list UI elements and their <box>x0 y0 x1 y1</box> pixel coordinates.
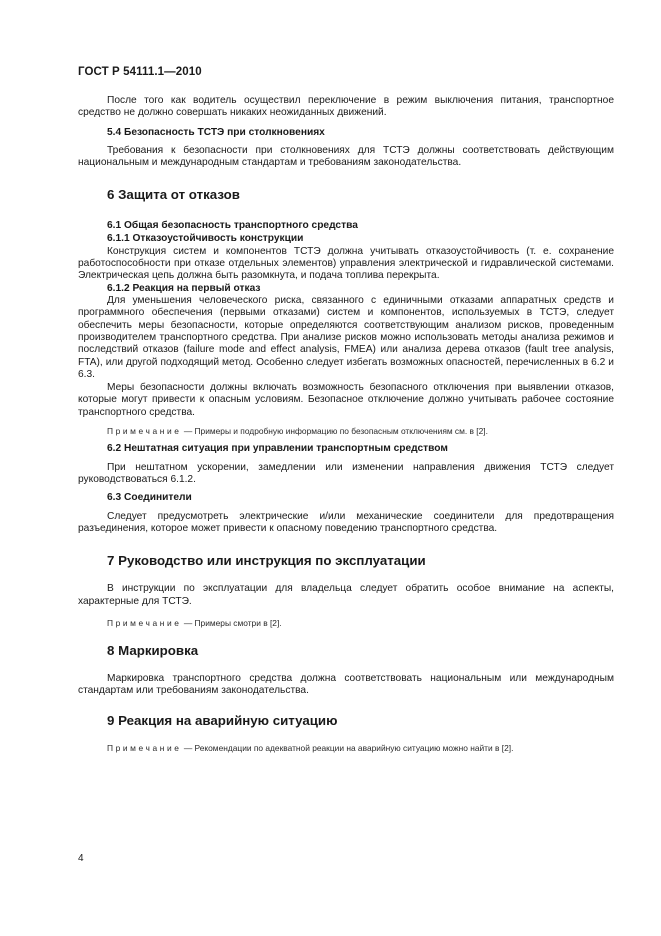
document-body <box>78 95 614 754</box>
section-6-1-2-paragraph-2: Меры безопасности должны включать возможность безопасного отключения при выявлении отказов, которые могут привести к опасным условиям. Безопасное отключение должно учитывать рабочее состояние транспортного средства. <box>78 382 614 418</box>
section-5-4-paragraph: Требования к безопасности при столкновениях для ТСТЭ должны соответствовать действующим национальным и международным стандартам и требованиям законодательства. <box>78 145 614 169</box>
section-9-heading: 9 Реакция на аварийную ситуацию <box>107 713 338 729</box>
document-header: ГОСТ Р 54111.1—2010 <box>78 66 202 78</box>
section-5-4-heading: 5.4 Безопасность ТСТЭ при столкновениях <box>107 126 325 138</box>
intro-paragraph: После того как водитель осуществил переключение в режим выключения питания, транспортное средство не должно совершать никаких неожиданных движений. <box>78 95 614 119</box>
section-7-note <box>78 618 614 629</box>
note-lead: Примечание <box>107 743 182 754</box>
section-6-heading: 6 Защита от отказов <box>107 186 240 202</box>
section-6-2-heading: 6.2 Нештатная ситуация при управлении транспортным средством <box>107 443 448 455</box>
note-text: — Рекомендации по адекватной реакции на аварийную ситуацию можно найти в [2]. <box>183 743 514 754</box>
note-lead: Примечание <box>107 617 182 628</box>
section-7-heading: 7 Руководство или инструкция по эксплуатации <box>107 553 426 569</box>
section-6-1-1-heading: 6.1.1 Отказоустойчивость конструкции <box>107 233 304 245</box>
page-number: 4 <box>78 853 84 864</box>
section-7-paragraph: В инструкции по эксплуатации для владельца следует обратить особое внимание на аспекты, характерные для ТСТЭ. <box>78 583 614 607</box>
note-lead: Примечание <box>107 426 182 437</box>
section-6-1-1-paragraph: Конструкция систем и компонентов ТСТЭ должна учитывать отказоустойчивость (т. е. сохранение работоспособности при отказе отдельных элементов) управления электрической и гидравлической системами. Электрическая цепь должна быть разомкнута, и подача топлива перекрыта. <box>78 245 614 282</box>
section-6-3-paragraph: Следует предусмотреть электрические и/или механические соединители для предотвращения разъединения, которое может привести к опасному поведению транспортного средства. <box>78 510 614 534</box>
section-6-1-2-note <box>78 426 614 437</box>
note-text: — Примеры и подробную информацию по безопасным отключениям см. в [2]. <box>183 426 488 437</box>
section-6-3-heading: 6.3 Соединители <box>107 492 192 504</box>
section-8-heading: 8 Маркировка <box>107 642 199 658</box>
section-8-paragraph: Маркировка транспортного средства должна соответствовать национальным или международным стандартам или требованиям законодательства. <box>78 672 614 697</box>
section-6-2-paragraph: При нештатном ускорении, замедлении или изменении направления движения ТСТЭ следует руководствоваться 6.1.2. <box>78 461 614 485</box>
section-6-1-2-heading: 6.1.2 Реакция на первый отказ <box>107 282 261 294</box>
section-6-1-heading: 6.1 Общая безопасность транспортного средства <box>107 219 358 231</box>
section-9-note <box>78 743 614 754</box>
section-6-1-2-paragraph-1: Для уменьшения человеческого риска, связанного с единичными отказами аппаратных средств и программного обеспечения (первыми отказами) систем и компонентов, используемых в ТСТЭ, следует обеспечить меры безопасности, которые определяются соответствующим анализом рисков, проведенным производителем транспортного средства. При анализе рисков можно использовать методы анализа режимов и последствий отказов (failure mode and effect analysis, FMEA) или анализа дерева отказов (fault tree analysis, FTA), или другой подходящий метод. Особенно следует избегать возможных опасностей, перечисленных в 6.2 и 6.3. <box>78 295 614 380</box>
note-text: — Примеры смотри в [2]. <box>183 617 282 628</box>
